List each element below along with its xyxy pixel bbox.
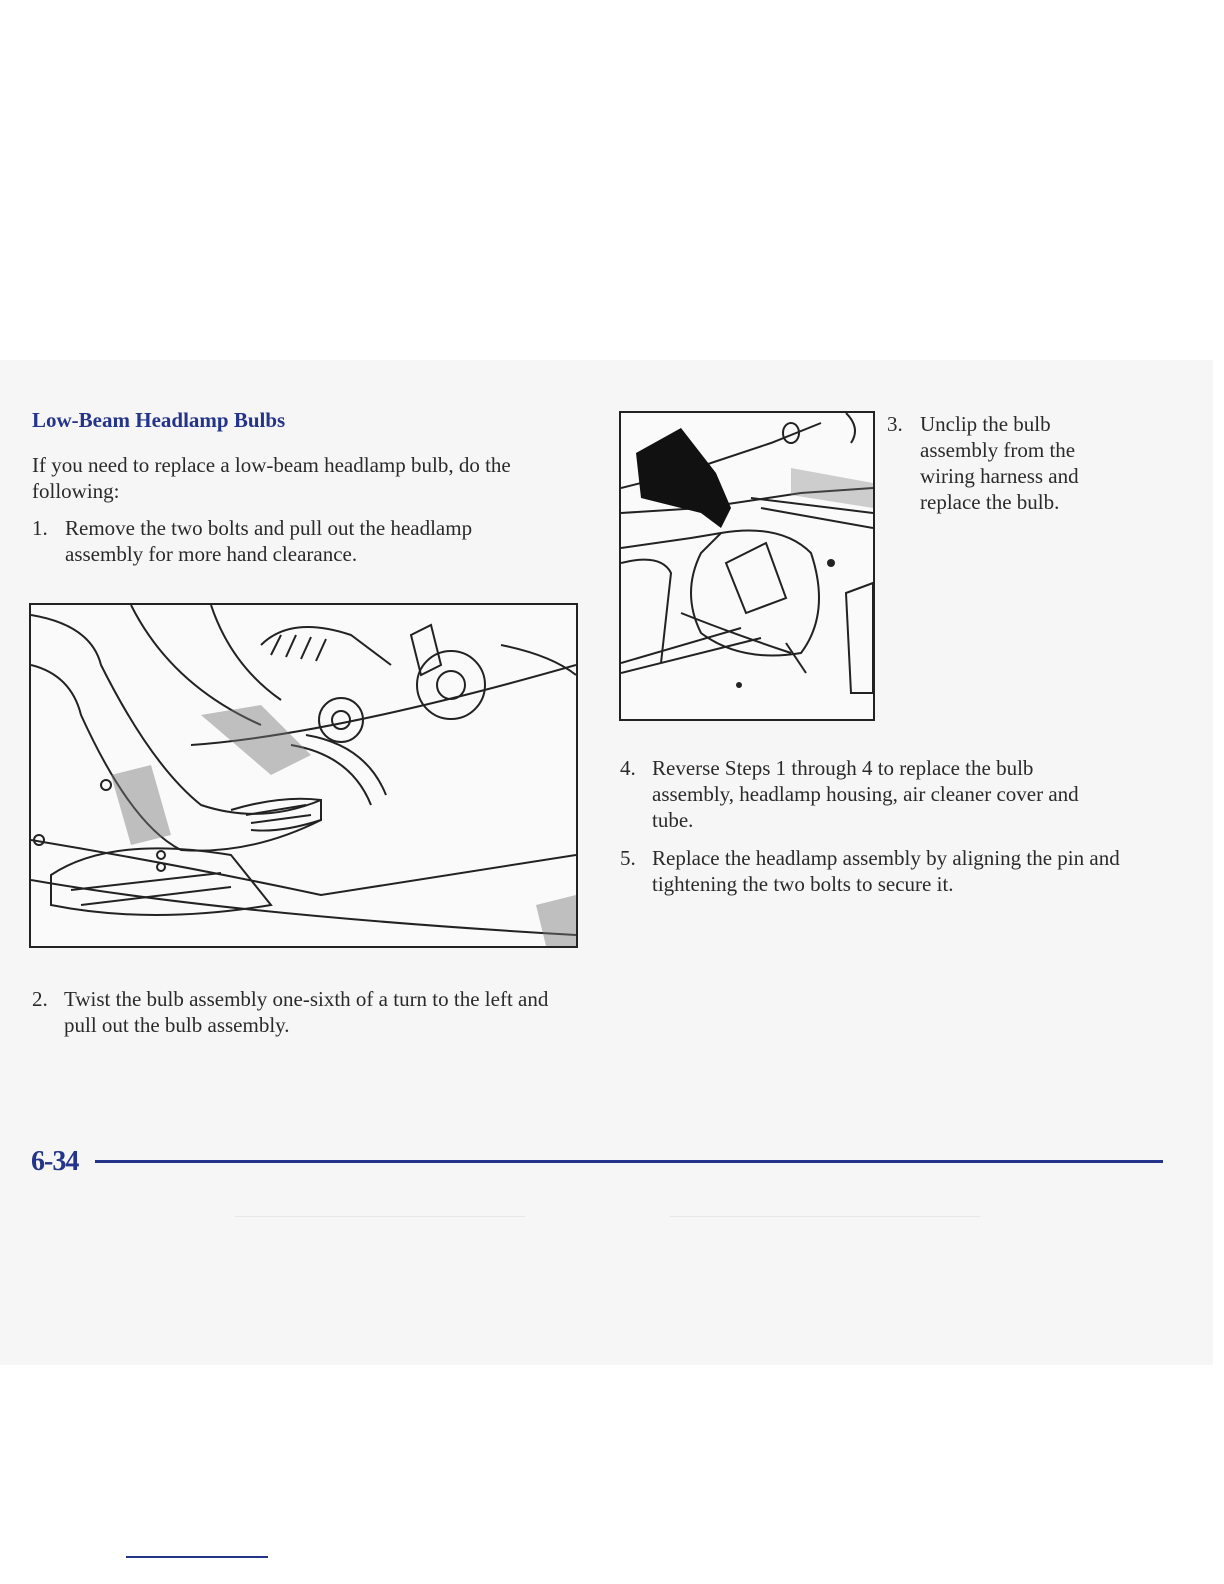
step-text: Reverse Steps 1 through 4 to replace the bulb assembly, headlamp housing, air cleaner cover and tube. <box>652 756 1079 832</box>
step-1 <box>32 515 542 567</box>
bulb-assembly-drawing <box>621 413 873 719</box>
bulb-assembly-illustration <box>619 411 875 721</box>
page-number: 6-34 <box>31 1146 79 1177</box>
intro-paragraph: If you need to replace a low-beam headlamp bulb, do the following: <box>32 453 511 503</box>
divider <box>235 1216 525 1217</box>
section-heading: Low-Beam Headlamp Bulbs <box>32 408 286 432</box>
step-number: 1. <box>32 516 48 540</box>
step-text: Unclip the bulb assembly from the wiring harness and replace the bulb. <box>920 412 1079 514</box>
footer-rule <box>95 1160 1163 1163</box>
engine-compartment-illustration <box>29 603 578 948</box>
divider <box>670 1216 980 1217</box>
step-number: 3. <box>887 412 903 436</box>
step-5 <box>620 845 1150 897</box>
step-number: 4. <box>620 756 636 780</box>
step-text: Twist the bulb assembly one-sixth of a turn to the left and pull out the bulb assembly. <box>64 987 549 1037</box>
engine-compartment-drawing <box>31 605 576 946</box>
step-number: 2. <box>32 987 48 1011</box>
step-text: Remove the two bolts and pull out the headlamp assembly for more hand clearance. <box>65 516 473 566</box>
step-2 <box>32 986 552 1038</box>
step-text: Replace the headlamp assembly by aligning the pin and tightening the two bolts to secure it. <box>652 846 1120 896</box>
step-3 <box>887 411 1127 515</box>
bottom-rule <box>126 1556 268 1558</box>
step-4 <box>620 755 1100 833</box>
step-number: 5. <box>620 846 636 870</box>
